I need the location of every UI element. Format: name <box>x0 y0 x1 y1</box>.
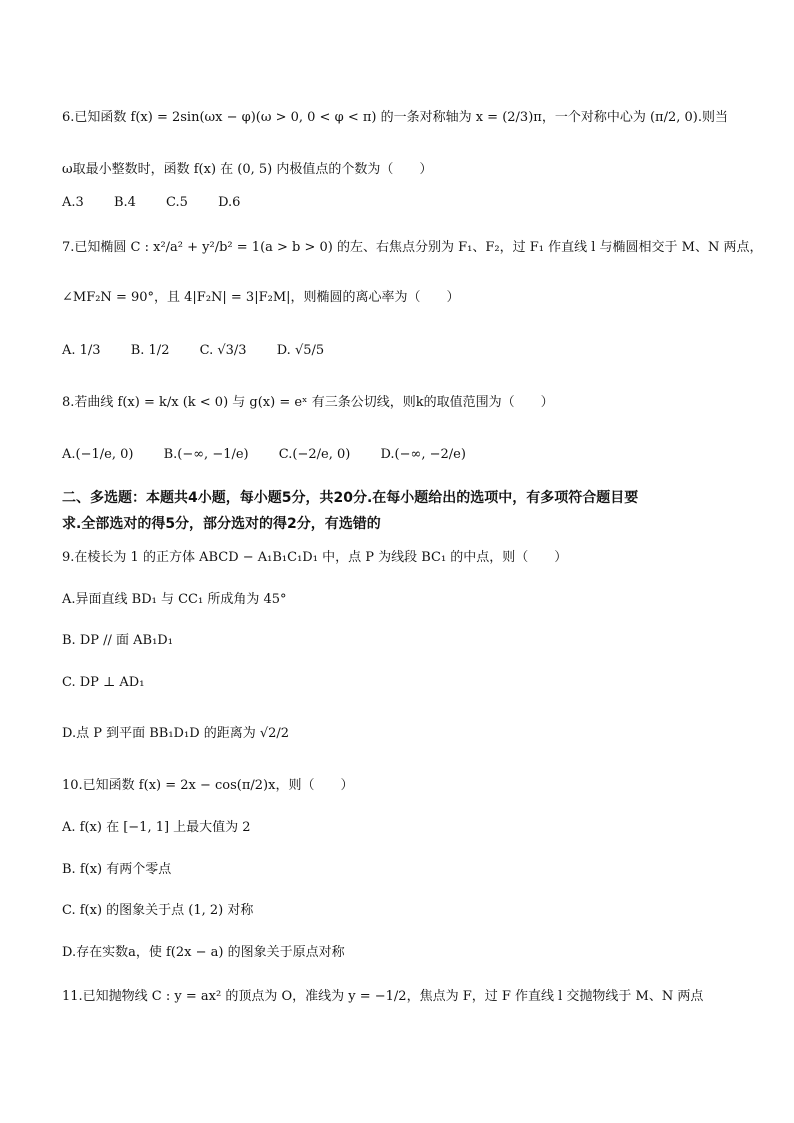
q11-stem: 11.已知抛物线 C : y = ax² 的顶点为 O，准线为 y = −1/2，焦点为 F，过 F 作直线 l 交抛物线于 M、N 两点 <box>62 989 704 1004</box>
q6-option-c: C.5 <box>166 195 188 210</box>
q7-options <box>62 341 350 361</box>
q6-options <box>62 193 266 213</box>
q10-stem: 10.已知函数 f(x) = 2x − cos(π/2)x，则（ ） <box>62 778 354 793</box>
section2-heading-line2: 求.全部选对的得5分，部分选对的得2分，有选错的 <box>62 516 381 532</box>
q8-option-a: A.(−1/e, 0) <box>62 447 134 462</box>
q6-option-a: A.3 <box>62 195 84 210</box>
q10-option-a: A. f(x) 在 [−1, 1] 上最大值为 2 <box>62 820 251 835</box>
q10-option-d: D.存在实数a，使 f(2x − a) 的图象关于原点对称 <box>62 945 345 960</box>
q9-option-a: A.异面直线 BD₁ 与 CC₁ 所成角为 45° <box>62 592 287 607</box>
q7-line1: 7.已知椭圆 C : x²/a² + y²/b² = 1(a > b > 0) 的左、右焦点分别为 F₁、F₂，过 F₁ 作直线 l 与椭圆相交于 M、N 两点， <box>62 240 763 255</box>
q8-options <box>62 445 492 465</box>
q8-option-d: D.(−∞, −2/e) <box>380 447 466 462</box>
q6-line2: ω取最小整数时，函数 f(x) 在 (0, 5) 内极值点的个数为（ ） <box>62 162 433 177</box>
section2-heading-line1: 二、多选题：本题共4小题，每小题5分，共20分.在每小题给出的选项中，有多项符合题目要 <box>62 490 639 506</box>
q8-option-c: C.(−2/e, 0) <box>278 447 351 462</box>
q7-option-c: C. √3/3 <box>199 343 247 358</box>
q8-option-b: B.(−∞, −1/e) <box>163 447 249 462</box>
q6-line1: 6.已知函数 f(x) = 2sin(ωx − φ)(ω > 0, 0 < φ < π) 的一条对称轴为 x = (2/3)π，一个对称中心为 (π/2, 0).则当 <box>62 110 728 125</box>
q9-option-b: B. DP // 面 AB₁D₁ <box>62 633 173 648</box>
q10-option-c: C. f(x) 的图象关于点 (1, 2) 对称 <box>62 903 254 918</box>
q9-option-d: D.点 P 到平面 BB₁D₁D 的距离为 √2/2 <box>62 726 290 741</box>
q7-line2: ∠MF₂N = 90°，且 4|F₂N| = 3|F₂M|，则椭圆的离心率为（ ） <box>62 290 460 305</box>
q9-option-c: C. DP ⊥ AD₁ <box>62 675 145 690</box>
q7-option-b: B. 1/2 <box>130 343 170 358</box>
q9-stem: 9.在棱长为 1 的正方体 ABCD − A₁B₁C₁D₁ 中，点 P 为线段 BC₁ 的中点，则（ ） <box>62 550 568 565</box>
q6-option-d: D.6 <box>218 195 241 210</box>
q8-line1: 8.若曲线 f(x) = k/x (k < 0) 与 g(x) = eˣ 有三条公切线，则k的取值范围为（ ） <box>62 395 554 410</box>
q10-option-b: B. f(x) 有两个零点 <box>62 862 172 877</box>
q6-option-b: B.4 <box>113 195 136 210</box>
q7-option-d: D. √5/5 <box>276 343 325 358</box>
q7-option-a: A. 1/3 <box>62 343 101 358</box>
